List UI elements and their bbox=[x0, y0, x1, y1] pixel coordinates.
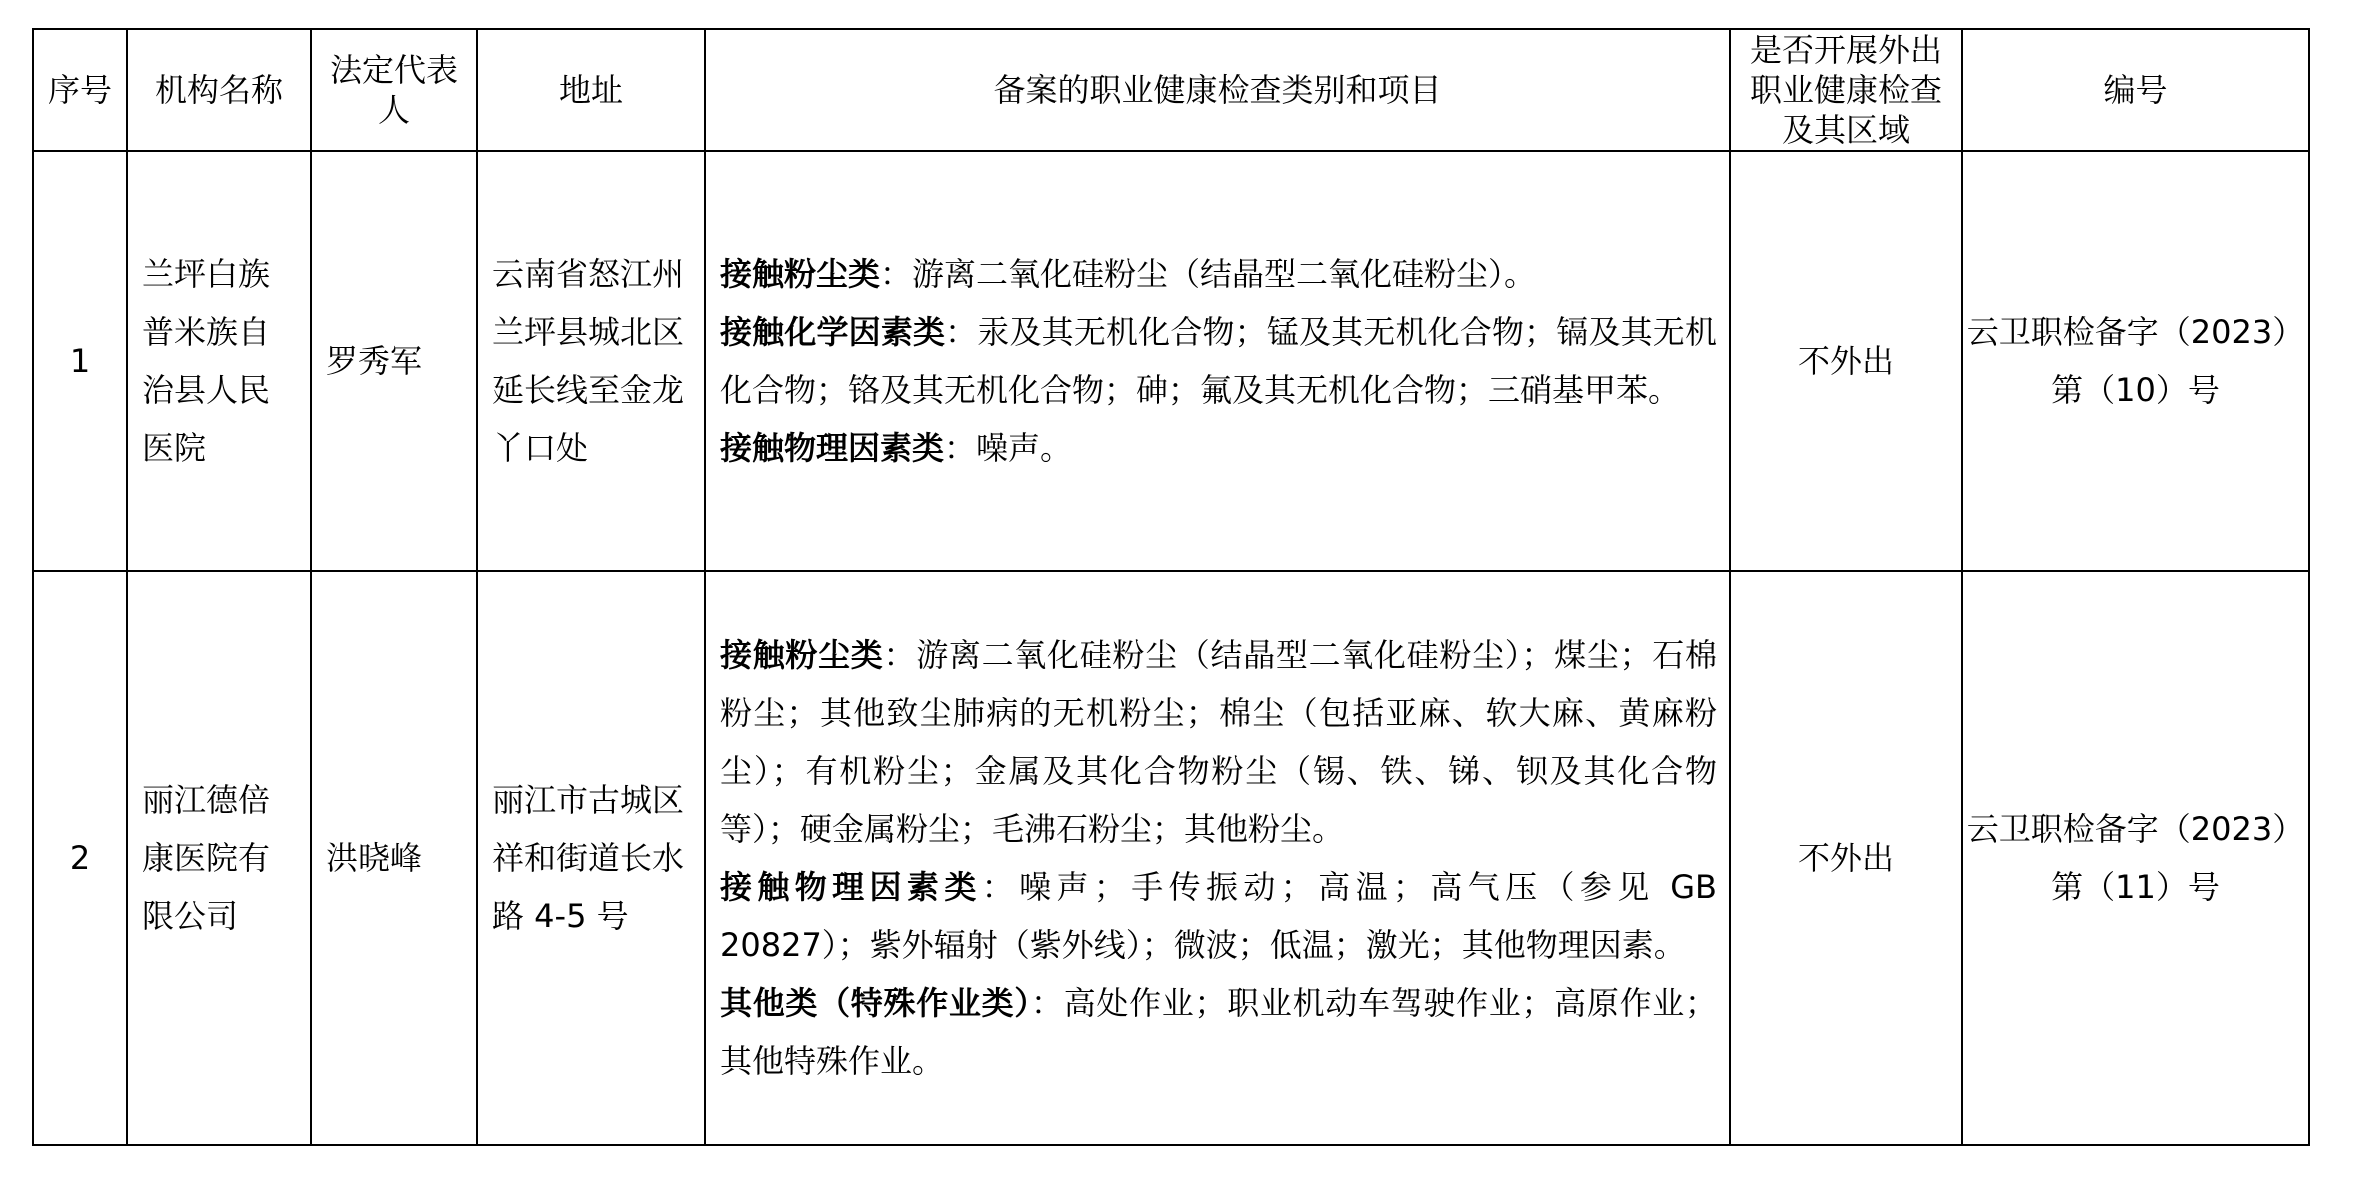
item-category: 接触物理因素类 bbox=[720, 429, 945, 467]
item-paragraph bbox=[720, 245, 1717, 303]
item-separator: ： bbox=[1031, 984, 1064, 1022]
item-paragraph bbox=[720, 858, 1717, 974]
cell-addr: 丽江市古城区祥和街道长水路 4-5 号 bbox=[477, 571, 705, 1145]
item-paragraph bbox=[720, 303, 1717, 419]
cell-items bbox=[705, 571, 1730, 1145]
item-paragraph bbox=[720, 974, 1717, 1090]
table-row bbox=[33, 151, 2309, 571]
item-category: 接触化学因素类 bbox=[720, 313, 946, 351]
item-separator: ： bbox=[944, 429, 977, 467]
cell-rep: 洪晓峰 bbox=[311, 571, 477, 1145]
item-text: 游离二氧化硅粉尘（结晶型二氧化硅粉尘）；煤尘；石棉粉尘；其他致尘肺病的无机粉尘；棉尘（包括亚麻、软大麻、黄麻粉尘）；有机粉尘；金属及其化合物粉尘（锡、铁、锑、钡及其化合物等）；硬金属粉尘；毛沸石粉尘；其他粉尘。 bbox=[720, 636, 1717, 848]
header-seq: 序号 bbox=[33, 29, 127, 151]
cell-items bbox=[705, 151, 1730, 571]
header-rep: 法定代表人 bbox=[311, 29, 477, 151]
header-items: 备案的职业健康检查类别和项目 bbox=[705, 29, 1730, 151]
header-row bbox=[33, 29, 2309, 151]
table-row bbox=[33, 571, 2309, 1145]
item-separator: ： bbox=[945, 313, 978, 351]
item-text: 噪声；手传振动；高温；高气压（参见 GB 20827）；紫外辐射（紫外线）；微波；低温；激光；其他物理因素。 bbox=[720, 868, 1717, 964]
item-paragraph bbox=[720, 419, 1717, 477]
header-org: 机构名称 bbox=[127, 29, 311, 151]
item-separator: ： bbox=[883, 636, 917, 674]
document-page bbox=[32, 28, 2310, 1146]
cell-addr: 云南省怒江州兰坪县城北区延长线至金龙丫口处 bbox=[477, 151, 705, 571]
item-category: 接触粉尘类 bbox=[720, 636, 884, 674]
cell-org: 兰坪白族普米族自治县人民医院 bbox=[127, 151, 311, 571]
registry-table bbox=[32, 28, 2310, 1146]
item-paragraph bbox=[720, 626, 1717, 858]
header-outside: 是否开展外出职业健康检查及其区域 bbox=[1730, 29, 1962, 151]
item-text: 噪声。 bbox=[976, 429, 1073, 467]
cell-outside: 不外出 bbox=[1730, 151, 1962, 571]
cell-seq: 2 bbox=[33, 571, 127, 1145]
item-category: 接触粉尘类 bbox=[720, 255, 881, 293]
cell-seq: 1 bbox=[33, 151, 127, 571]
header-num: 编号 bbox=[1962, 29, 2309, 151]
item-text: 游离二氧化硅粉尘（结晶型二氧化硅粉尘）。 bbox=[912, 255, 1537, 293]
item-category: 接触物理因素类 bbox=[720, 868, 982, 906]
cell-rep: 罗秀军 bbox=[311, 151, 477, 571]
item-text: 汞及其无机化合物；锰及其无机化合物；镉及其无机化合物；铬及其无机化合物；砷；氟及其无机化合物；三硝基甲苯。 bbox=[720, 313, 1717, 409]
item-text: 高处作业；职业机动车驾驶作业；高原作业；其他特殊作业。 bbox=[720, 984, 1717, 1080]
cell-outside: 不外出 bbox=[1730, 571, 1962, 1145]
item-separator: ： bbox=[880, 255, 913, 293]
cell-num: 云卫职检备字（2023）第（11）号 bbox=[1962, 571, 2309, 1145]
item-separator: ： bbox=[981, 868, 1020, 906]
cell-org: 丽江德倍康医院有限公司 bbox=[127, 571, 311, 1145]
item-category: 其他类（特殊作业类） bbox=[720, 984, 1031, 1022]
header-addr: 地址 bbox=[477, 29, 705, 151]
cell-num: 云卫职检备字（2023）第（10）号 bbox=[1962, 151, 2309, 571]
